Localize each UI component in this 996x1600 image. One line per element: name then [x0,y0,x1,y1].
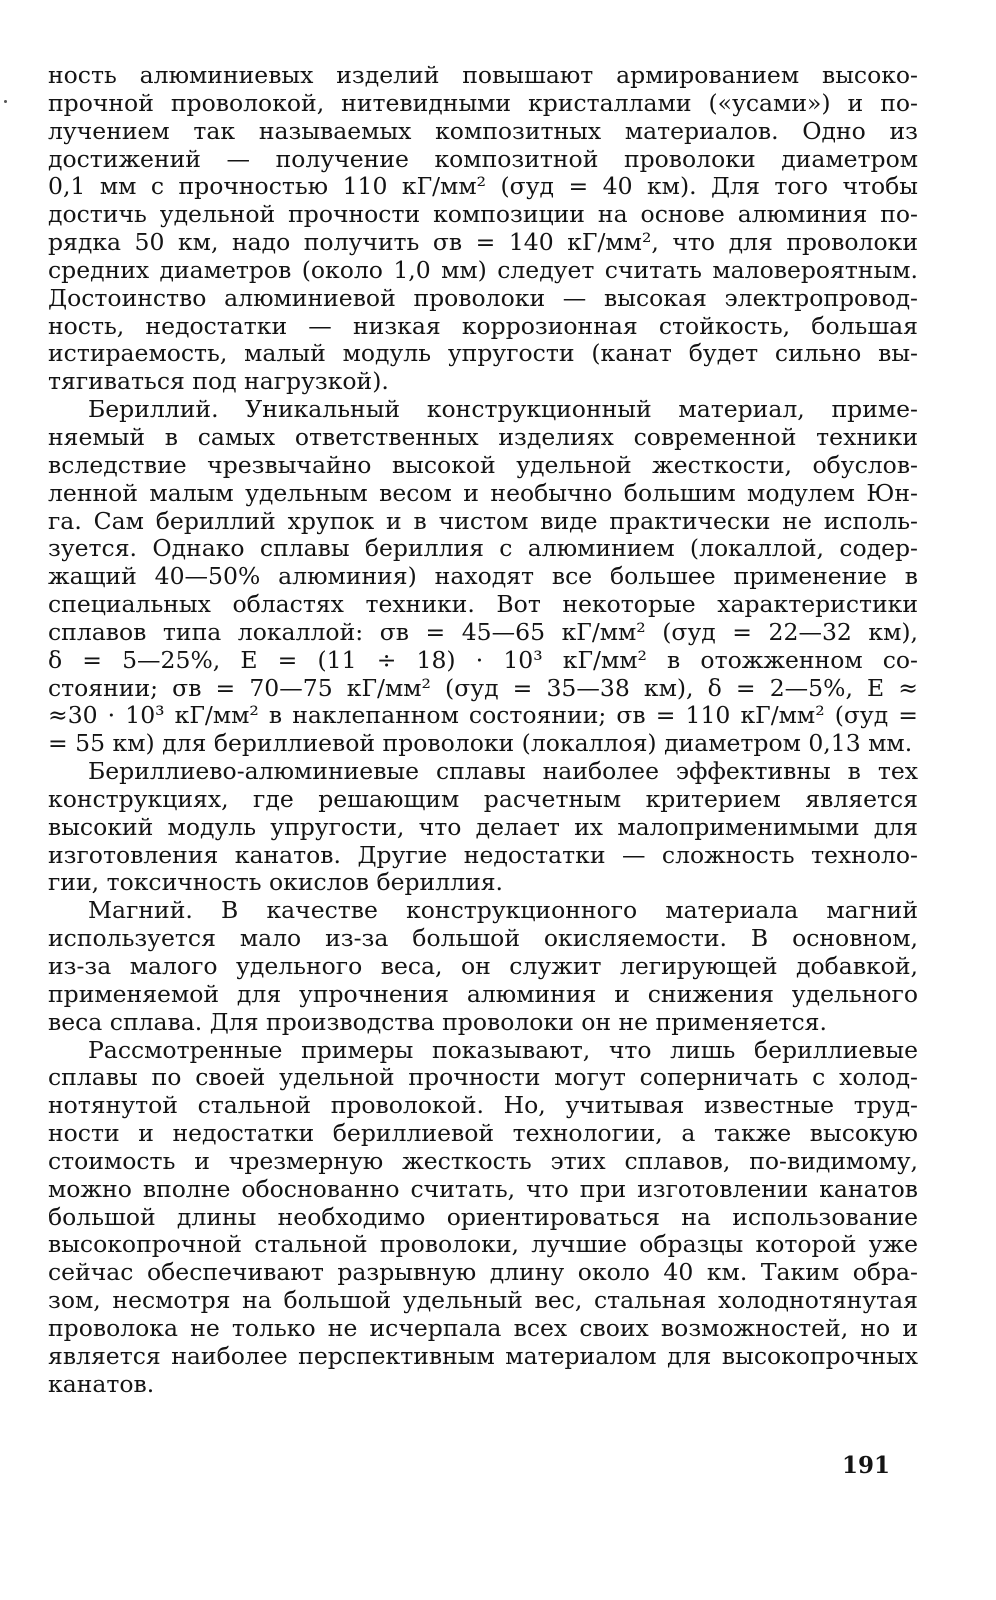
text-line: прочной проволокой, нитевидными кристаллами («усами») и по- [48,88,918,117]
text-line: Магний. В качестве конструкционного материала магний [88,896,918,925]
text-line: Бериллиево-алюминиевые сплавы наиболее эффективны в тех [88,757,918,786]
text-line: га. Сам бериллий хрупок и в чистом виде практически не исполь- [48,506,918,535]
page-number: 191 [842,1452,891,1479]
text-line: сплавов типа локаллой: σв = 45—65 кГ/мм² (σуд = 22—32 км), [48,617,918,646]
text-line: можно вполне обоснованно считать, что при изготовлении канатов [48,1174,918,1203]
text-line: жащий 40—50% алюминия) находят все большее применение в [48,562,918,591]
text-line: гии, токсичность окислов бериллия. [48,868,504,897]
text-line: δ = 5—25%, E = (11 ÷ 18) · 10³ кГ/мм² в отожженном со- [48,645,918,674]
text-line: ≈30 · 10³ кГ/мм² в наклепанном состоянии; σв = 110 кГ/мм² (σуд = [48,701,918,730]
text-line: достижений — получение композитной проволоки диаметром [48,144,918,173]
text-line: конструкциях, где решающим расчетным критерием является [48,784,918,813]
text-line: зуется. Однако сплавы бериллия с алюминием (локаллой, содер- [48,534,918,563]
text-line: сплавы по своей удельной прочности могут соперничать с холод- [48,1063,918,1092]
text-line: ность, недостатки — низкая коррозионная стойкость, большая [48,311,918,340]
text-line: изготовления канатов. Другие недостатки — сложность техноло- [48,840,918,869]
page-body [48,62,918,1399]
text-line: достичь удельной прочности композиции на основе алюминия по- [48,200,918,229]
text-line: нотянутой стальной проволокой. Но, учитывая известные труд- [48,1091,918,1120]
margin-speck [4,100,7,103]
text-line: няемый в самых ответственных изделиях современной техники [48,422,918,451]
text-line: ность алюминиевых изделий повышают армированием высоко- [48,61,918,89]
text-line: высокий модуль упругости, что делает их малоприменимыми для [48,812,918,841]
text-line: специальных областях техники. Вот некоторые характеристики [48,590,918,619]
text-line: ленной малым удельным весом и необычно большим модулем Юн- [48,478,918,507]
text-line: является наиболее перспективным материалом для высокопрочных [48,1341,918,1370]
text-line: канатов. [48,1369,155,1398]
text-line: лучением так называемых композитных материалов. Одно из [48,116,918,145]
text-line: тягиваться под нагрузкой). [48,367,389,396]
text-line: зом, несмотря на большой удельный вес, стальная холоднотянутая [48,1286,918,1315]
text-line: большой длины необходимо ориентироваться на использование [48,1202,918,1231]
text-line: вследствие чрезвычайно высокой удельной жесткости, обуслов- [48,450,918,479]
text-line: веса сплава. Для производства проволоки он не применяется. [48,1007,827,1036]
text-line: высокопрочной стальной проволоки, лучшие образцы которой уже [48,1230,918,1259]
text-line: 0,1 мм с прочностью 110 кГ/мм² (σуд = 40 км). Для того чтобы [48,172,918,201]
text-line: используется мало из-за большой окисляемости. В основном, [48,924,918,953]
text-line: ности и недостатки бериллиевой технологии, а также высокую [48,1119,918,1148]
text-line: применяемой для упрочнения алюминия и снижения удельного [48,979,918,1008]
text-line: = 55 км) для бериллиевой проволоки (локаллоя) диаметром 0,13 мм. [48,729,913,758]
text-line: Бериллий. Уникальный конструкционный материал, приме- [88,395,918,424]
text-line: из-за малого удельного веса, он служит легирующей добавкой, [48,952,918,980]
text-line: Рассмотренные примеры показывают, что лишь бериллиевые [88,1035,918,1064]
text-line: стоимость и чрезмерную жесткость этих сплавов, по-видимому, [48,1146,918,1175]
text-line: проволока не только не исчерпала всех своих возможностей, но и [48,1313,918,1342]
text-line: сейчас обеспечивают разрывную длину около 40 км. Таким обра- [48,1258,918,1287]
text-line: Достоинство алюминиевой проволоки — высокая электропровод- [48,283,918,312]
text-line: истираемость, малый модуль упругости (канат будет сильно вы- [48,339,918,368]
text-line: стоянии; σв = 70—75 кГ/мм² (σуд = 35—38 км), δ = 2—5%, E ≈ [48,673,918,702]
text-line: рядка 50 км, надо получить σв = 140 кГ/мм², что для проволоки [48,228,918,257]
text-line: средних диаметров (около 1,0 мм) следует считать маловероятным. [48,255,918,284]
